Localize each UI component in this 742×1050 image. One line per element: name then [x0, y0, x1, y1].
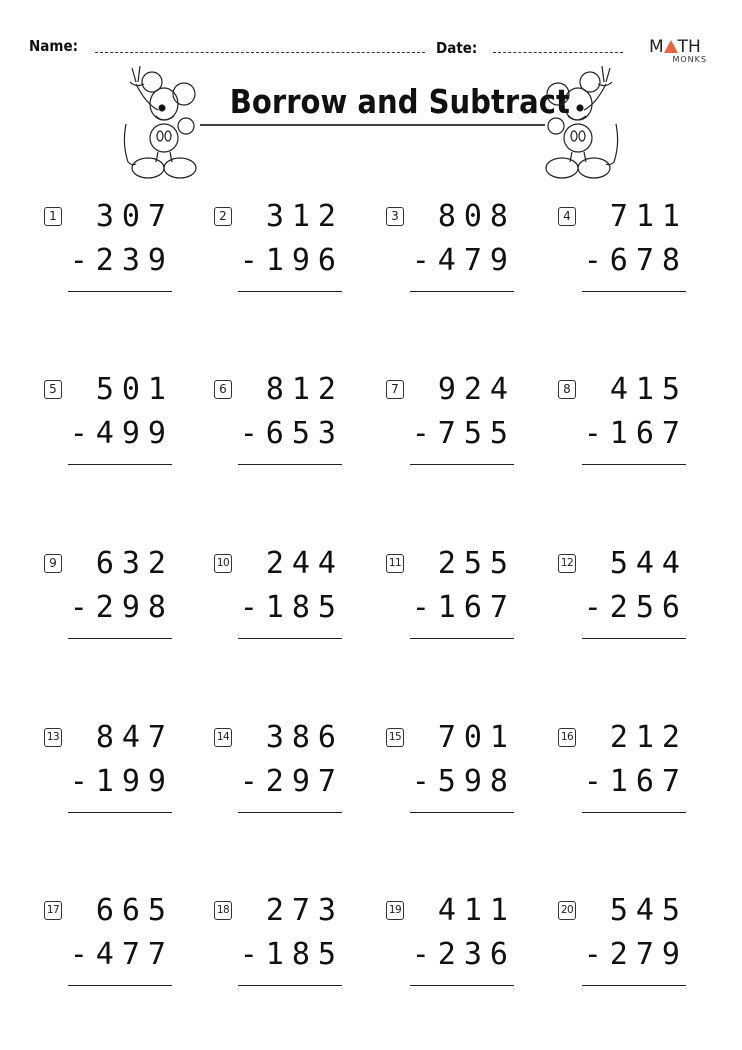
answer-line[interactable]	[410, 464, 514, 465]
subtrahend: -185	[239, 590, 344, 625]
minuend: 665	[95, 893, 174, 928]
subtrahend: -297	[239, 764, 344, 799]
problem-7	[386, 372, 546, 478]
problem-9	[44, 546, 204, 652]
problem-8	[558, 372, 718, 478]
problem-5	[44, 372, 204, 478]
subtrahend: -167	[411, 590, 516, 625]
problem-number-badge: 14	[214, 728, 232, 747]
problem-number-badge: 18	[214, 901, 232, 920]
problem-18	[214, 893, 374, 999]
problem-number-badge: 16	[558, 728, 576, 747]
logo-letter-m: M	[649, 37, 664, 57]
problem-number-badge: 3	[386, 207, 404, 226]
subtrahend: -185	[239, 937, 344, 972]
minuend: 501	[95, 372, 174, 407]
subtrahend: -236	[411, 937, 516, 972]
minuend: 415	[609, 372, 688, 407]
answer-line[interactable]	[68, 812, 172, 813]
problem-3	[386, 199, 546, 305]
minuend: 808	[437, 199, 516, 234]
subtrahend: -477	[69, 937, 174, 972]
problem-17	[44, 893, 204, 999]
date-label: Date:	[436, 39, 478, 57]
subtrahend: -196	[239, 243, 344, 278]
minuend: 545	[609, 893, 688, 928]
answer-line[interactable]	[238, 812, 342, 813]
minuend: 847	[95, 720, 174, 755]
subtrahend: -256	[583, 590, 688, 625]
answer-line[interactable]	[238, 291, 342, 292]
subtrahend: -239	[69, 243, 174, 278]
subtrahend: -479	[411, 243, 516, 278]
subtrahend: -499	[69, 416, 174, 451]
problem-number-badge: 9	[44, 554, 62, 573]
answer-line[interactable]	[238, 464, 342, 465]
problem-number-badge: 4	[558, 207, 576, 226]
problem-number-badge: 20	[558, 901, 576, 920]
answer-line[interactable]	[410, 985, 514, 986]
problem-number-badge: 2	[214, 207, 232, 226]
problem-14	[214, 720, 374, 826]
problem-number-badge: 10	[214, 554, 232, 573]
subtrahend: -167	[583, 764, 688, 799]
subtrahend: -298	[69, 590, 174, 625]
minuend: 632	[95, 546, 174, 581]
problem-10	[214, 546, 374, 652]
problem-12	[558, 546, 718, 652]
problem-number-badge: 5	[44, 380, 62, 399]
subtrahend: -598	[411, 764, 516, 799]
problem-number-badge: 8	[558, 380, 576, 399]
problem-15	[386, 720, 546, 826]
problem-number-badge: 12	[558, 554, 576, 573]
problem-20	[558, 893, 718, 999]
problem-2	[214, 199, 374, 305]
minuend: 701	[437, 720, 516, 755]
minuend: 255	[437, 546, 516, 581]
subtrahend: -653	[239, 416, 344, 451]
problem-number-badge: 11	[386, 554, 404, 573]
subtrahend: -755	[411, 416, 516, 451]
problem-4	[558, 199, 718, 305]
minuend: 711	[609, 199, 688, 234]
answer-line[interactable]	[582, 812, 686, 813]
problem-1	[44, 199, 204, 305]
minuend: 307	[95, 199, 174, 234]
problem-number-badge: 17	[44, 901, 62, 920]
problem-11	[386, 546, 546, 652]
subtrahend: -678	[583, 243, 688, 278]
minuend: 312	[265, 199, 344, 234]
minuend: 544	[609, 546, 688, 581]
logo-subtext: MONKS	[672, 55, 707, 64]
answer-line[interactable]	[582, 638, 686, 639]
minuend: 244	[265, 546, 344, 581]
answer-line[interactable]	[68, 985, 172, 986]
subtrahend: -167	[583, 416, 688, 451]
problem-6	[214, 372, 374, 478]
problem-number-badge: 13	[44, 728, 62, 747]
name-label: Name:	[29, 37, 79, 55]
logo-letters-th: TH	[677, 37, 701, 57]
problem-19	[386, 893, 546, 999]
answer-line[interactable]	[582, 464, 686, 465]
answer-line[interactable]	[238, 638, 342, 639]
answer-line[interactable]	[410, 812, 514, 813]
minuend: 386	[265, 720, 344, 755]
answer-line[interactable]	[582, 291, 686, 292]
problem-13	[44, 720, 204, 826]
minuend: 411	[437, 893, 516, 928]
answer-line[interactable]	[410, 638, 514, 639]
minuend: 273	[265, 893, 344, 928]
answer-line[interactable]	[410, 291, 514, 292]
problem-number-badge: 19	[386, 901, 404, 920]
answer-line[interactable]	[238, 985, 342, 986]
minuend: 212	[609, 720, 688, 755]
answer-line[interactable]	[68, 464, 172, 465]
problem-number-badge: 7	[386, 380, 404, 399]
problem-number-badge: 1	[44, 207, 62, 226]
problem-number-badge: 6	[214, 380, 232, 399]
minuend: 812	[265, 372, 344, 407]
minuend: 924	[437, 372, 516, 407]
subtrahend: -279	[583, 937, 688, 972]
problem-16	[558, 720, 718, 826]
answer-line[interactable]	[582, 985, 686, 986]
answer-line[interactable]	[68, 291, 172, 292]
subtrahend: -199	[69, 764, 174, 799]
answer-line[interactable]	[68, 638, 172, 639]
worksheet-title: Borrow and Subtract	[229, 82, 570, 121]
problem-number-badge: 15	[386, 728, 404, 747]
